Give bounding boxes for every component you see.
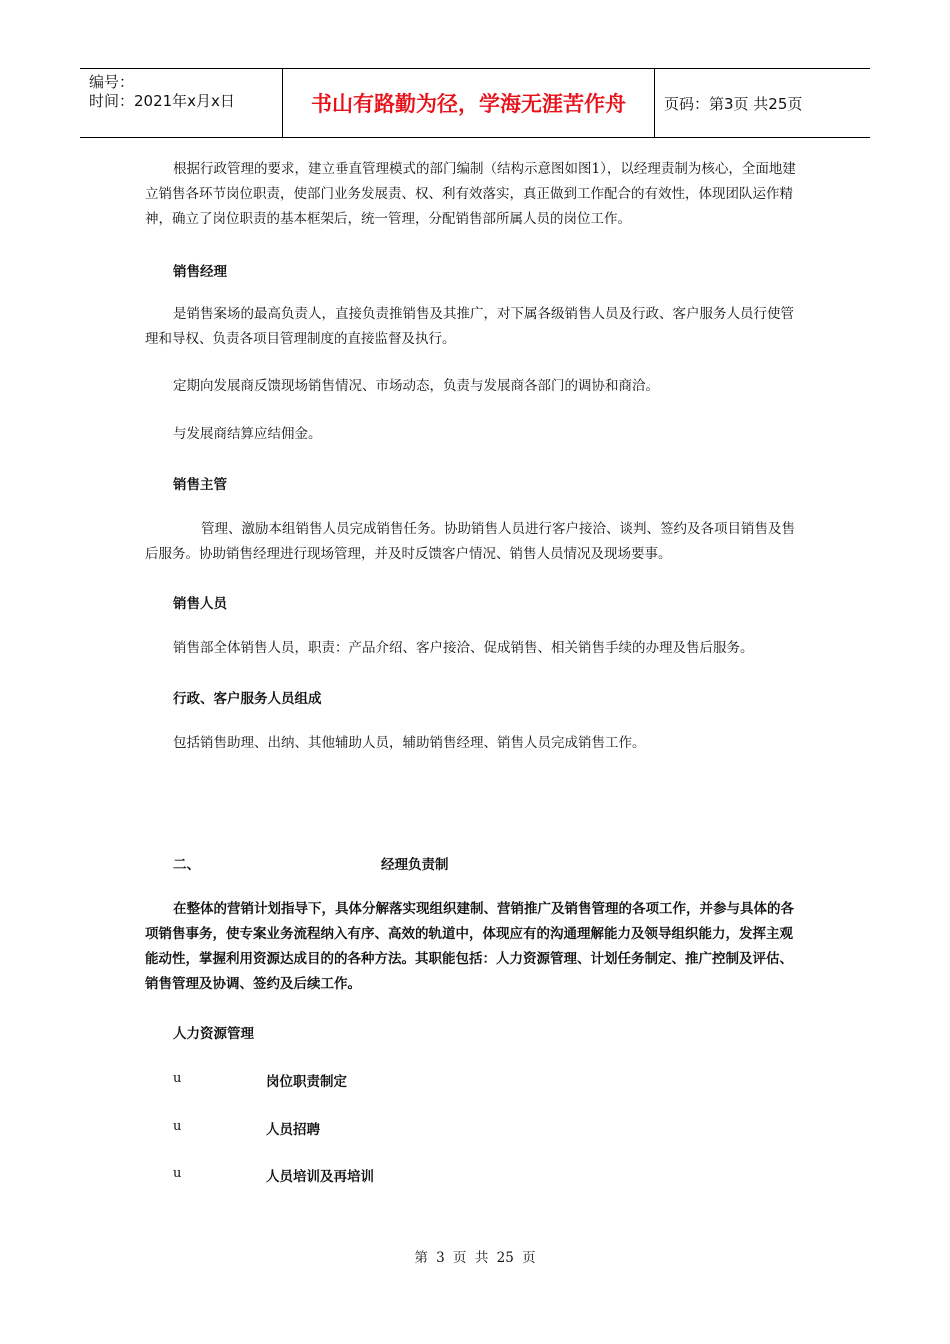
supervisor-paragraph: 管理、激励本组销售人员完成销售任务。协助销售人员进行客户接洽、谈判、签约及各项目销售及售后服务。协助销售经理进行现场管理，并及时反馈客户情况、销售人员情况及现场要事。: [145, 521, 795, 562]
bullet-marker: u: [173, 1166, 182, 1181]
bullet-item: 岗位职责制定: [266, 1074, 347, 1090]
bullet-marker: u: [173, 1071, 182, 1086]
supervisor-heading: 销售主管: [173, 477, 227, 493]
section2-title: 经理负责制: [381, 857, 449, 873]
header-info-cell: [80, 69, 283, 137]
section2-paragraph: 在整体的营销计划指导下，具体分解落实现组织建制、营销推广及销售管理的各项工作，并参与具体的各项销售事务，使专案业务流程纳入有序、高效的轨道中，体现应有的沟通理解能力及领导组织能力，发挥主观能动性，掌握利用资源达成目的的各种方法。其职能包括：人力资源管理、计划任务制定、推广控制及评估、销售管理及协调、签约及后续工作。: [145, 901, 794, 992]
bullet-marker: u: [173, 1119, 182, 1134]
intro-paragraph: 根据行政管理的要求，建立垂直管理模式的部门编制（结构示意图如图1），以经理责制为核心，全面地建立销售各环节岗位职责，使部门业务发展责、权、利有效落实，真正做到工作配合的有效性，体现团队运作精神，确立了岗位职责的基本框架后，统一管理，分配销售部所属人员的岗位工作。: [145, 161, 796, 227]
header-motto: 书山有路勤为径，学海无涯苦作舟: [283, 69, 655, 137]
serial-label: 编号：: [89, 73, 135, 91]
manager-paragraph-1: 是销售案场的最高负责人，直接负责推销售及其推广，对下属各级销售人员及行政、客户服务人员行使管理和导权、负责各项目管理制度的直接监督及执行。: [145, 306, 794, 347]
manager-heading: 销售经理: [173, 264, 227, 280]
admin-paragraph: 包括销售助理、出纳、其他辅助人员，辅助销售经理、销售人员完成销售工作。: [173, 735, 646, 751]
bullet-item: 人员培训及再培训: [266, 1169, 374, 1185]
header-page-code: 页码：第3页 共25页: [664, 94, 803, 113]
admin-heading: 行政、客户服务人员组成: [173, 691, 322, 707]
staff-paragraph: 销售部全体销售人员，职责：产品介绍、客户接洽、促成销售、相关销售手续的办理及售后服务。: [173, 640, 754, 656]
page-footer: 第 3 页 共 25 页: [414, 1250, 536, 1266]
hr-heading: 人力资源管理: [173, 1026, 254, 1042]
staff-heading: 销售人员: [173, 596, 227, 612]
page-header: [80, 68, 870, 138]
time-label: 时间：2021年x月x日: [89, 92, 235, 110]
manager-paragraph-2: 定期向发展商反馈现场销售情况、市场动态，负责与发展商各部门的调协和商洽。: [173, 378, 659, 394]
section2-number: 二、: [173, 857, 200, 873]
bullet-item: 人员招聘: [266, 1122, 320, 1138]
manager-paragraph-3: 与发展商结算应结佣金。: [173, 426, 322, 442]
